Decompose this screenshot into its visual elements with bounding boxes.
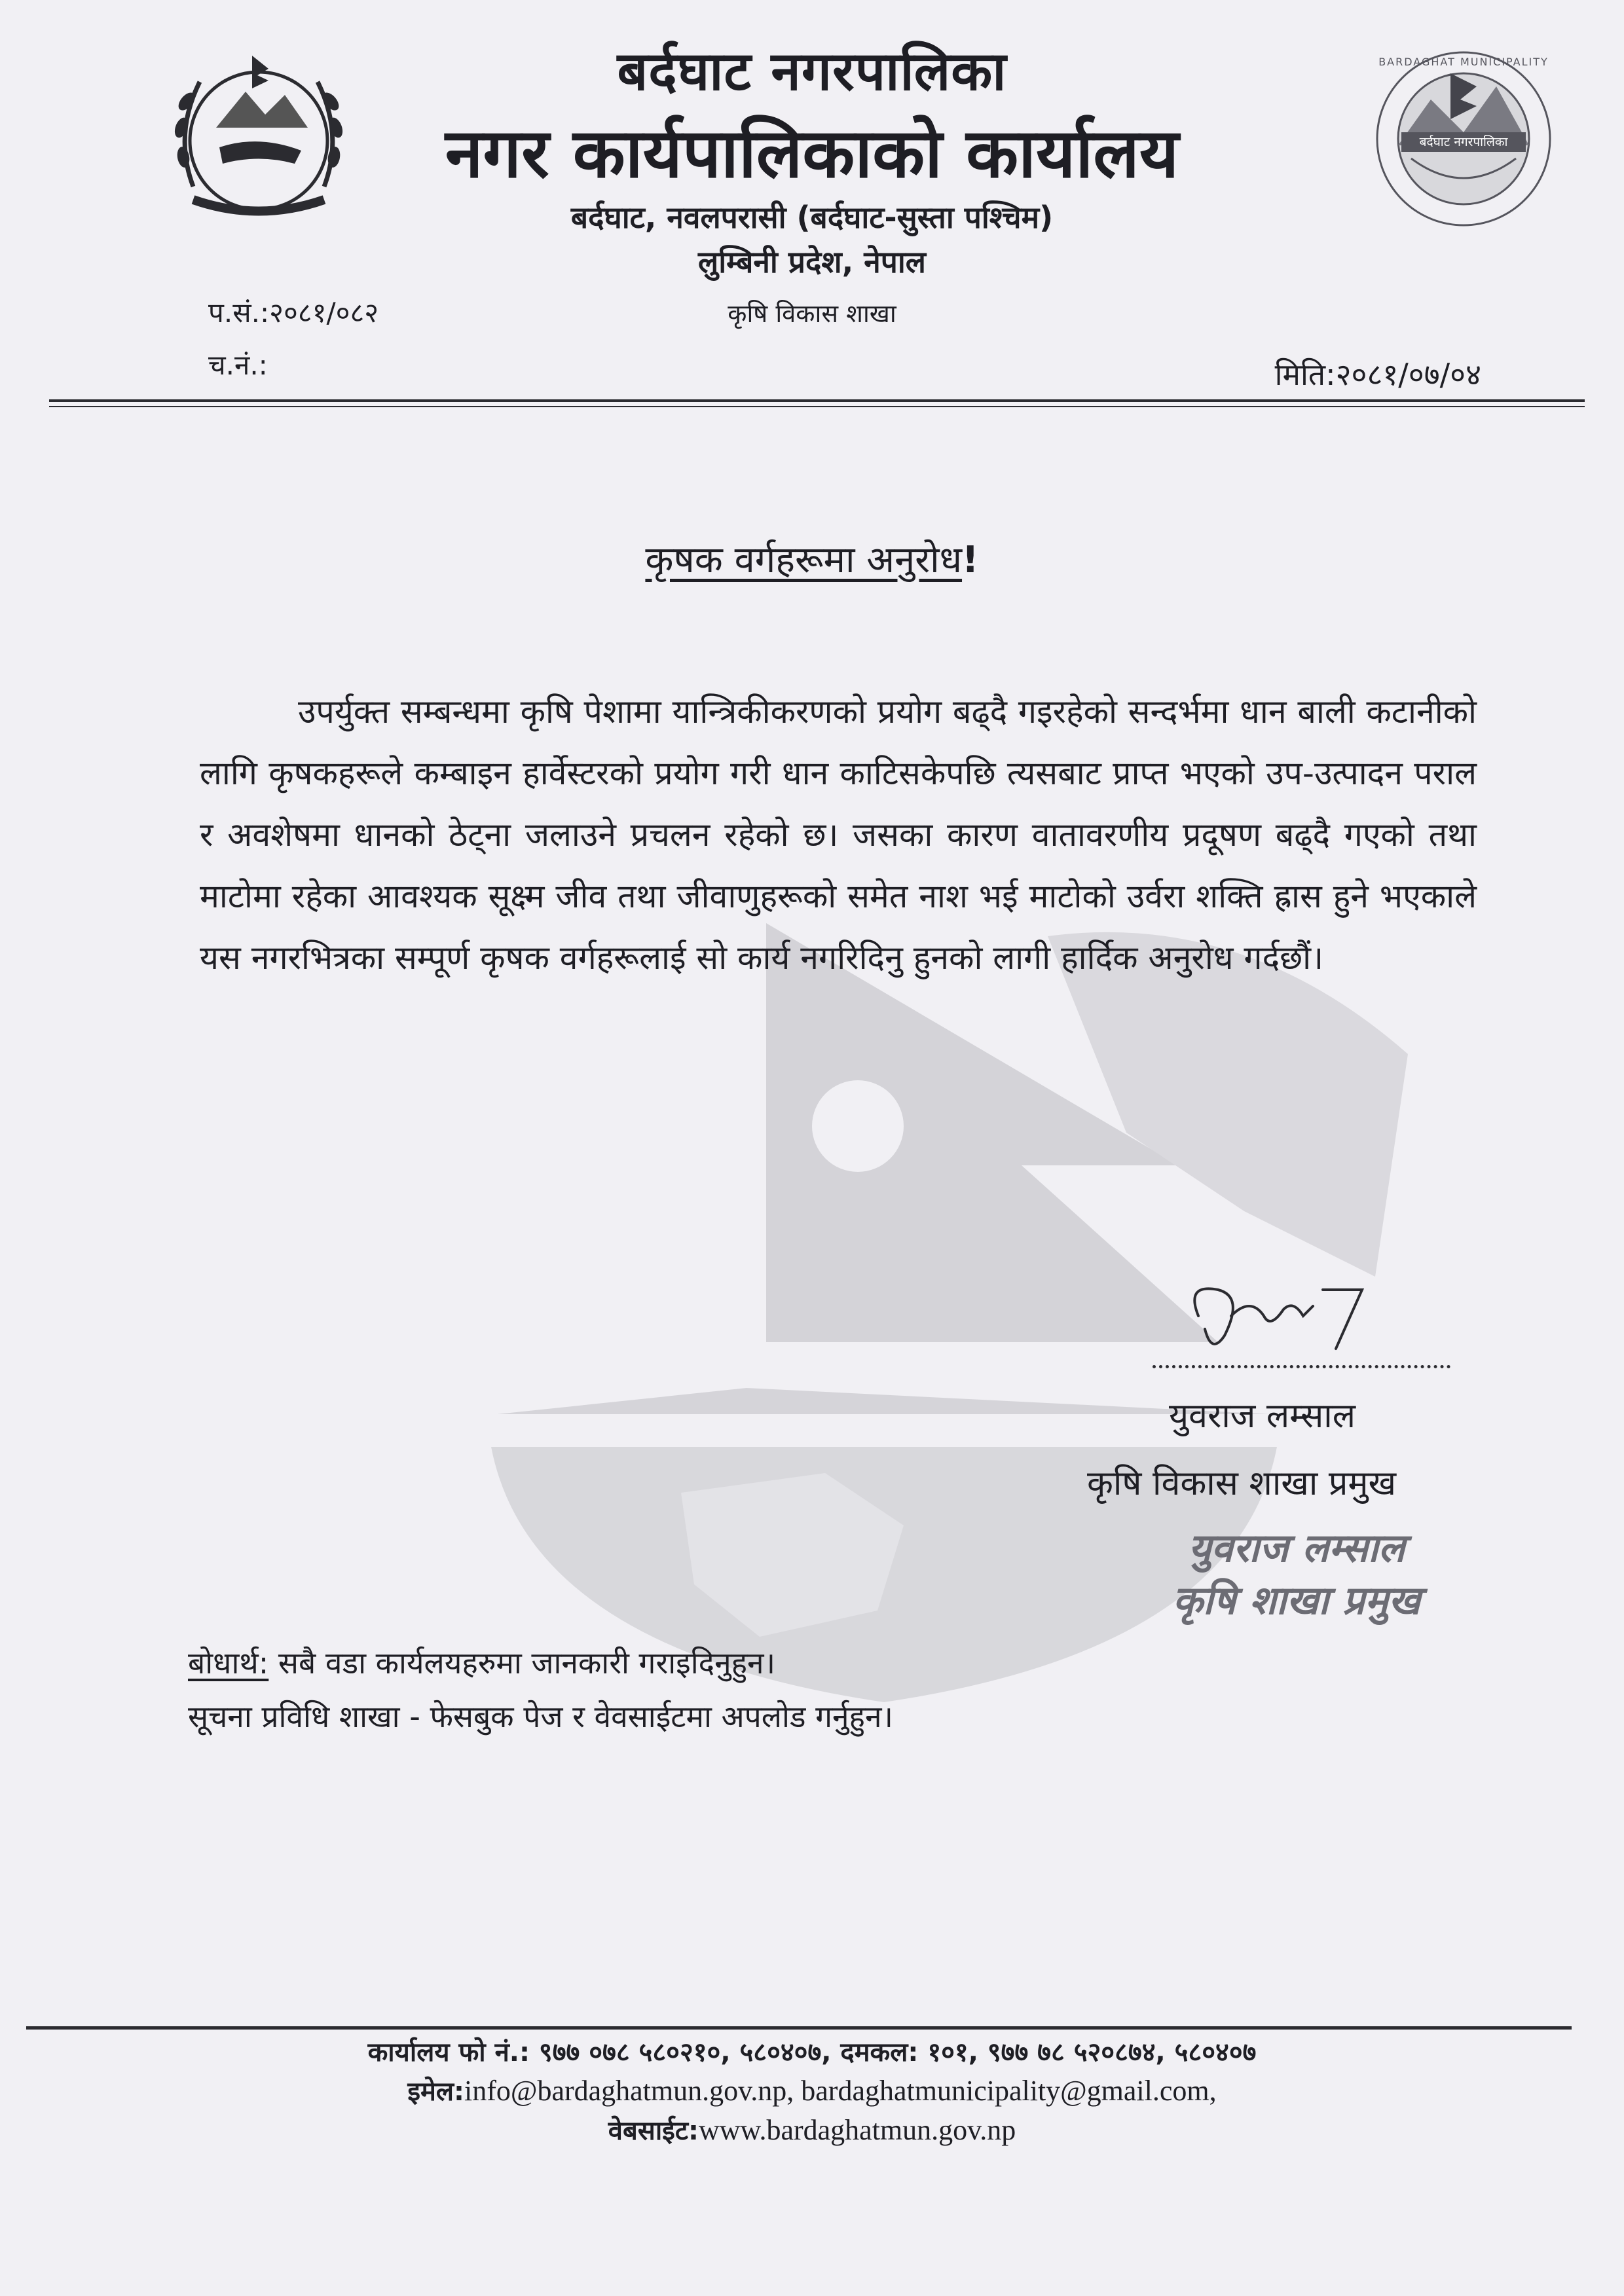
- cc-line-2: सूचना प्रविधि शाखा - फेसबुक पेज र वेवसाईटमा अपलोड गर्नुहुन।: [188, 1699, 893, 1734]
- website-link[interactable]: www.bardaghatmun.gov.np: [698, 2114, 1016, 2146]
- website-label: वेबसाईट:: [608, 2116, 699, 2146]
- cc-line-1: [188, 1642, 775, 1683]
- subject-text: कृषक वर्गहरूमा अनुरोध: [645, 539, 963, 581]
- address-line: बर्दघाट, नवलपरासी (बर्दघाट-सुस्ता पश्चिम): [570, 200, 1054, 235]
- handwritten-signature: [1172, 1270, 1382, 1362]
- branch-name: कृषि विकास शाखा: [728, 299, 896, 328]
- cc-label: बोधार्थ:: [188, 1645, 269, 1681]
- office-name: नगर कार्यपालिकाको कार्यालय: [445, 113, 1179, 193]
- signature-line: [1153, 1365, 1450, 1368]
- header-divider: [49, 399, 1585, 402]
- header-divider-thin: [49, 406, 1585, 407]
- email-address[interactable]: info@bardaghatmun.gov.np, bardaghatmunicipality@gmail.com,: [464, 2075, 1217, 2107]
- signatory-name: युवराज लम्साल: [1169, 1396, 1356, 1436]
- logo-ring-text: BARDAGHAT MUNICIPALITY: [1378, 56, 1549, 68]
- stamp-name: युवराज लम्साल: [1188, 1525, 1405, 1571]
- footer-divider: [26, 2026, 1572, 2030]
- footer-email: [0, 2072, 1624, 2108]
- letter-date: मिति:२०८१/०७/०४: [1274, 357, 1481, 392]
- letter-body: उपर्युक्त सम्बन्धमा कृषि पेशामा यान्त्रिकीकरणको प्रयोग बढ्दै गइरहेको सन्दर्भमा धान बाली कटानीको लागि कृषकहरूले कम्बाइन हार्वेस्टरको प्रयोग गरी धान काटिसकेपछि त्यसबाट प्राप्त भएको उप-उत्पादन पराल र अवशेषमा धानको ठेट्ना जलाउने प्रचलन रहेको छ। जसका कारण वातावरणीय प्रदूषण बढ्दै गएको तथा माटोमा रहेका आवश्यक सूक्ष्म जीव तथा जीवाणुहरूको समेत नाश भई माटोको उर्वरा शक्ति ह्रास हुने भएकाले यस नगरभित्रका सम्पूर्ण कृषक वर्गहरूलाई सो कार्य नगरिदिनु हुनको लागी हार्दिक अनुरोध गर्दछौं।: [200, 693, 1477, 977]
- stamp-title: कृषि शाखा प्रमुख: [1172, 1578, 1421, 1624]
- province-line: लुम्बिनी प्रदेश, नेपाल: [698, 244, 926, 280]
- subject-mark: !: [962, 539, 979, 581]
- municipality-name: बर्दघाट नगरपालिका: [617, 41, 1007, 103]
- footer-website: [0, 2111, 1624, 2147]
- subject-heading: [0, 534, 1624, 583]
- signatory-title: कृषि विकास शाखा प्रमुख: [1087, 1464, 1397, 1503]
- dispatch-number: च.नं.:: [208, 349, 268, 381]
- email-label: इमेल:: [407, 2077, 465, 2107]
- cc-text-1: सबै वडा कार्यलयहरुमा जानकारी गराइदिनुहुन।: [278, 1645, 776, 1681]
- logo-banner-text: बर्दघाट नगरपालिका: [1419, 135, 1508, 149]
- reference-number: प.सं.:२०८१/०८२: [208, 297, 379, 329]
- footer-phone: कार्यालय फो नं.: ९७७ ०७८ ५८०२१०, ५८०४०७, दमकल: १०१, ९७७ ७८ ५२०८७४, ५८०४०७: [367, 2037, 1257, 2068]
- official-stamp: [1153, 1522, 1441, 1627]
